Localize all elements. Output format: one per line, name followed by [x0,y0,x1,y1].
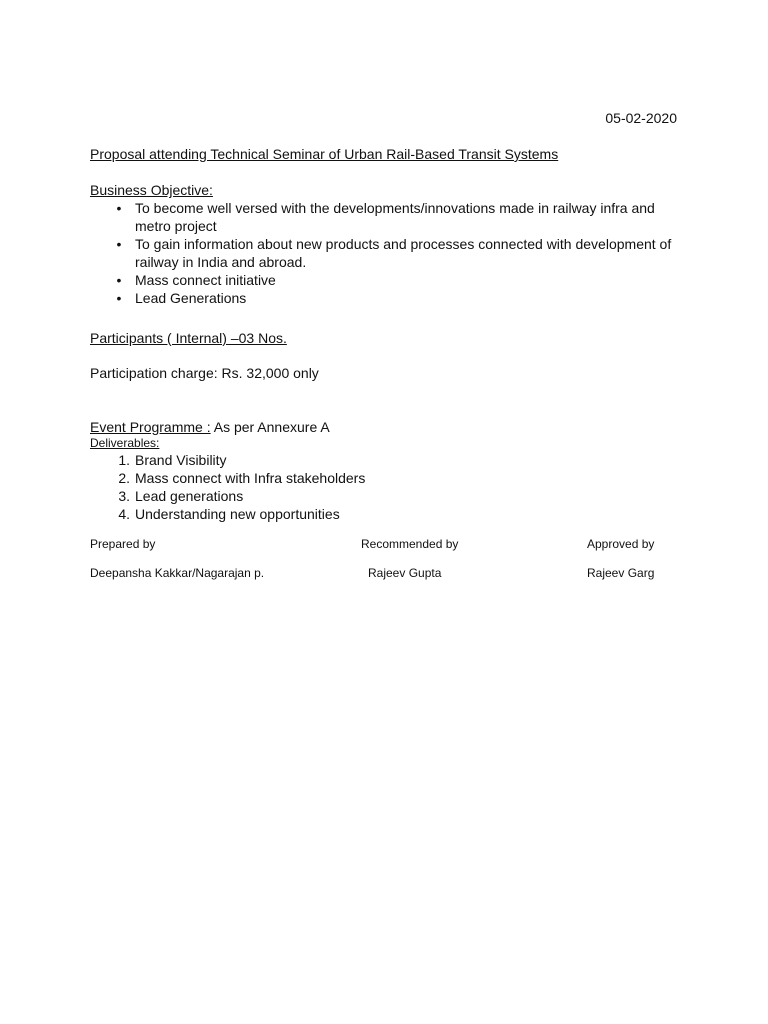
participants-line: Participants ( Internal) –03 Nos. [90,330,287,346]
prepared-by-label: Prepared by [90,537,156,551]
business-objective-heading: Business Objective: [90,182,213,198]
approved-by-label: Approved by [587,537,655,551]
recommended-by-name: Rajeev Gupta [368,566,442,580]
list-item [90,271,690,289]
list-item [90,487,365,505]
bullet-icon: • [116,290,122,306]
list-number: 4. [118,506,130,522]
bullet-icon: • [116,200,122,216]
bullet-icon: • [116,272,122,288]
list-item [90,289,690,307]
event-programme-value: As per Annexure A [210,419,330,435]
list-item-text: Mass connect initiative [135,272,276,288]
proposal-title: Proposal attending Technical Seminar of Urban Rail-Based Transit Systems [90,146,559,162]
list-number: 3. [118,488,130,504]
event-programme-label: Event Programme : [90,419,211,435]
list-item-text: Mass connect with Infra stakeholders [135,470,366,486]
list-item-text: Brand Visibility [135,452,227,468]
list-item-text: To become well versed with the developments/innovations made in railway infra and metro project [135,200,655,234]
list-item [90,235,690,271]
deliverables-heading: Deliverables: [90,436,160,450]
list-item-text: Lead generations [135,488,244,504]
bullet-icon: • [116,236,122,252]
participation-charge: Participation charge: Rs. 32,000 only [90,365,319,381]
deliverables-list [90,451,365,523]
list-item-text: Lead Generations [135,290,247,306]
business-objective-list [90,199,690,307]
list-item [90,451,365,469]
recommended-by-label: Recommended by [361,537,459,551]
prepared-by-name: Deepansha Kakkar/Nagarajan p. [90,566,265,580]
list-item [90,505,365,523]
list-item [90,469,365,487]
approved-by-name: Rajeev Garg [587,566,655,580]
list-item-text: To gain information about new products and processes connected with development of railway in India and abroad. [135,236,672,270]
list-item-text: Understanding new opportunities [135,506,340,522]
document-date: 05-02-2020 [605,110,677,126]
list-item [90,199,690,235]
list-number: 2. [118,470,130,486]
list-number: 1. [118,452,130,468]
event-programme [90,418,330,436]
